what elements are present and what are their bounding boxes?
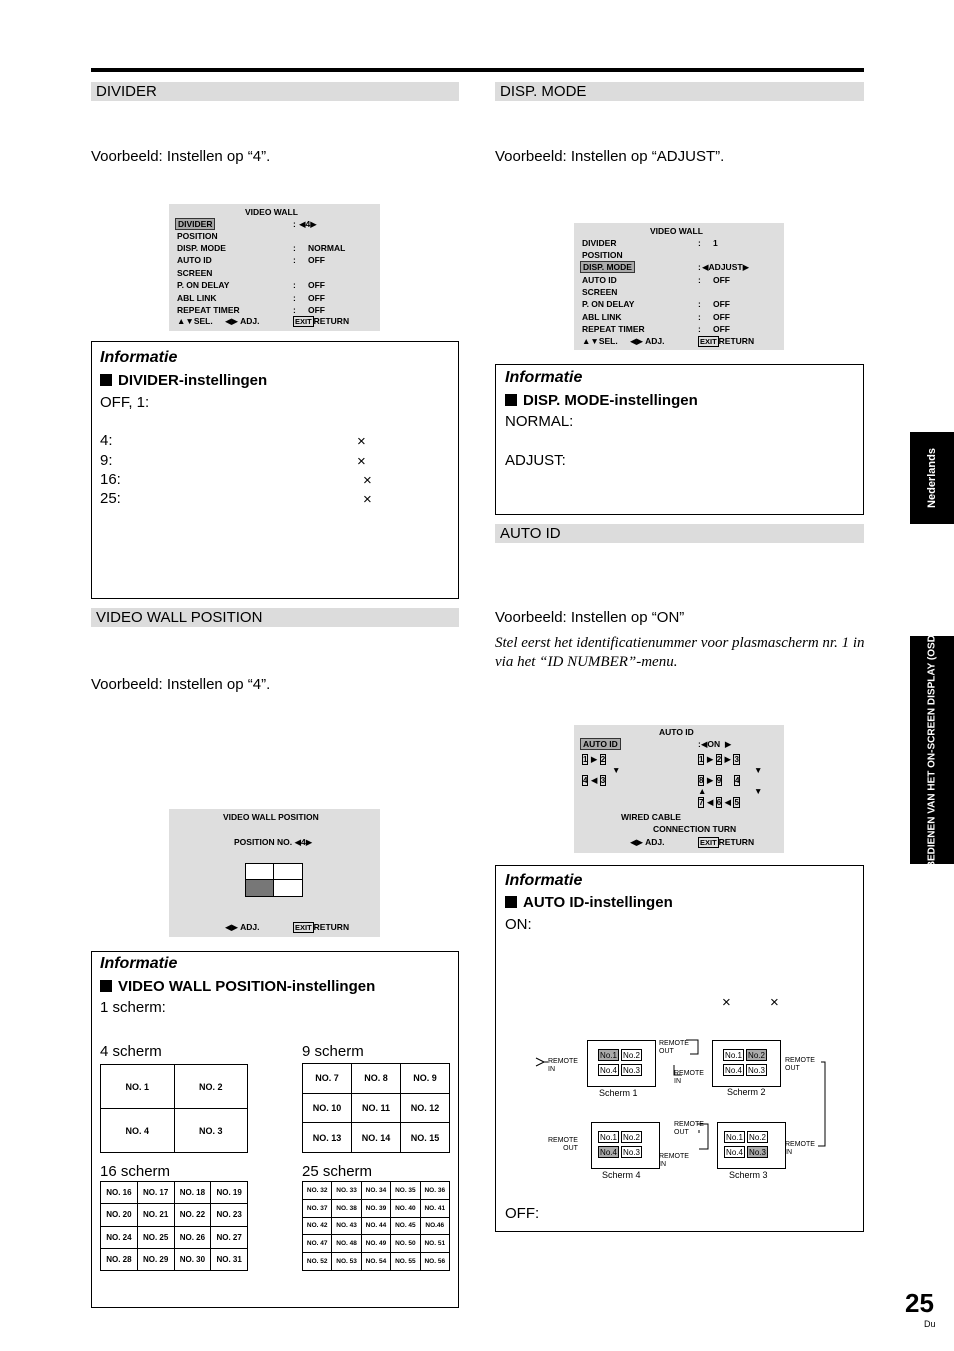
osd-colon: : [698, 312, 701, 322]
label-remote-in: REMOTE IN [674, 1070, 704, 1085]
grid-cell: NO. 56 [420, 1253, 449, 1271]
exit-key-icon: EXIT [295, 923, 312, 932]
grid-25-scherm [302, 1181, 450, 1271]
arrow-down-icon: ▼ [754, 765, 763, 775]
osd-footer-sel: ▲▼SEL. [582, 336, 618, 346]
osd-wired-cable: WIRED CABLE [621, 812, 681, 822]
info-title: Informatie [505, 369, 583, 386]
exit-key-icon: EXIT [700, 337, 717, 346]
osd-item-disp-mode: DISP. MODE [580, 261, 635, 273]
exit-key-icon: EXIT [295, 317, 312, 326]
grid-cell: NO. 26 [174, 1226, 211, 1248]
cell-no2: No.2 [746, 1049, 767, 1061]
osd-title: AUTO ID [659, 727, 694, 737]
cell-no2: No.2 [747, 1131, 768, 1143]
osd-colon: : [293, 293, 296, 303]
label-remote-out: REMOTE OUT [548, 1137, 578, 1152]
label-remote-in: REMOTE IN [548, 1058, 578, 1073]
grid-cell: NO. 28 [101, 1248, 138, 1270]
osd-footer-return [293, 922, 349, 932]
grid-cell: NO. 7 [303, 1064, 352, 1094]
grid-cell: NO. 36 [420, 1182, 449, 1200]
grid-cell: NO. 47 [303, 1235, 332, 1253]
grid-row [303, 1235, 450, 1253]
caption-scherm-3: Scherm 3 [729, 1170, 768, 1180]
label-4-scherm: 4 scherm [100, 1043, 162, 1060]
scherm-1-box [587, 1040, 656, 1087]
info-subtitle-text: DIVIDER-instellingen [118, 372, 268, 389]
info-box-video-wall-position [91, 951, 459, 1308]
input-arrow [536, 1058, 548, 1066]
cell-no3: No.3 [621, 1064, 642, 1076]
exit-key-icon: EXIT [700, 838, 717, 847]
grid-cell: NO. 44 [361, 1217, 390, 1235]
side-tab-language-text: Nederlands [926, 448, 938, 508]
info-subtitle-text: AUTO ID-instellingen [523, 894, 673, 911]
info-box-disp-mode [495, 364, 864, 515]
top-rule [91, 68, 864, 72]
label-9-scherm: 9 scherm [302, 1043, 364, 1060]
grid-cell: NO. 37 [303, 1199, 332, 1217]
grid-cell: NO. 15 [401, 1123, 450, 1153]
grid-cell: NO. 52 [303, 1253, 332, 1271]
id-seq-top: 1 ▶ 2 [583, 754, 606, 764]
cell-no2: No.2 [621, 1131, 642, 1143]
example-disp-mode: Voorbeeld: Instellen op “ADJUST”. [495, 148, 725, 165]
osd-value: OFF [308, 280, 325, 290]
square-bullet-icon [505, 394, 517, 406]
grid-row [303, 1064, 450, 1094]
osd-return: RETURN [718, 336, 755, 346]
osd-value: 1 [713, 238, 718, 248]
square-bullet-icon [100, 374, 112, 386]
osd-title: VIDEO WALL [245, 207, 298, 217]
info-one-screen: 1 scherm: [100, 999, 166, 1016]
osd-item-auto-id: AUTO ID [177, 255, 212, 265]
osd-value: ON [707, 739, 721, 749]
osd-item-screen: SCREEN [582, 287, 618, 297]
info-subtitle [100, 372, 267, 389]
cell-no2: No.2 [621, 1049, 642, 1061]
osd-value: OFF [713, 299, 730, 309]
info-title: Informatie [100, 955, 178, 972]
osd-value: NORMAL [308, 243, 346, 253]
caption-scherm-4: Scherm 4 [602, 1170, 641, 1180]
osd-item-disp-mode: DISP. MODE [177, 243, 226, 253]
grid-cell: NO. 35 [391, 1182, 420, 1200]
side-tab-chapter [910, 631, 954, 869]
osd-item-divider: DIVIDER [175, 218, 215, 230]
label-remote-out: REMOTE OUT [674, 1121, 704, 1136]
osd-value-divider: ◀4▶ [299, 219, 317, 229]
grid-cell: NO. 54 [361, 1253, 390, 1271]
grid-cell: NO. 38 [332, 1199, 361, 1217]
square-bullet-icon [100, 980, 112, 992]
osd-value: OFF [308, 305, 325, 315]
osd-footer-return [698, 837, 754, 847]
info-divider-4: 4: [100, 432, 113, 449]
id-box: 3 [600, 776, 606, 785]
info-subtitle [505, 392, 698, 409]
osd-footer-adj: ◀▶ ADJ. [630, 336, 665, 346]
info-disp-adjust: ADJUST: [505, 452, 566, 469]
id-seq-row1: 1 ▶ 2 ▶ 3 [699, 754, 739, 764]
scherm-2-box [712, 1040, 781, 1087]
grid-cell: NO. 12 [401, 1093, 450, 1123]
osd-connection-turn: CONNECTION TURN [653, 824, 737, 834]
grid-cell: NO. 27 [211, 1226, 248, 1248]
grid-row [303, 1253, 450, 1271]
grid-cell: NO. 23 [211, 1204, 248, 1226]
info-divider-16: 16: [100, 471, 121, 488]
osd-value-auto-id: :◀ON ▶ [698, 739, 732, 749]
example-divider: Voorbeeld: Instellen op “4”. [91, 148, 271, 165]
label-remote-in: REMOTE IN [659, 1153, 689, 1168]
id-box: 3 [734, 755, 739, 764]
cell-no3: No.3 [747, 1146, 768, 1158]
grid-cell: NO. 17 [137, 1182, 174, 1204]
cell-no4: No.4 [724, 1146, 745, 1158]
times-icon: × [770, 994, 779, 1011]
grid-cell: NO. 50 [391, 1235, 420, 1253]
osd-colon: : [698, 324, 701, 334]
side-tab-chapter-text: BEDIENEN VAN HET ON-SCREEN DISPLAY (OSD) [926, 631, 938, 869]
info-disp-normal: NORMAL: [505, 413, 574, 430]
id-seq-row3: 7 ◀ 6 ◀ 5 [699, 797, 739, 807]
info-title: Informatie [505, 872, 583, 889]
caption-scherm-2: Scherm 2 [727, 1087, 766, 1097]
grid-row [101, 1204, 248, 1226]
osd-return: RETURN [313, 922, 350, 932]
osd-footer-adj: ◀▶ ADJ. [225, 316, 260, 326]
label-remote-out: REMOTE OUT [785, 1057, 815, 1072]
osd-value: 4 [305, 219, 311, 229]
grid-cell: NO.46 [420, 1217, 449, 1235]
osd-sel: SEL. [193, 316, 213, 326]
id-box: 5 [734, 798, 739, 807]
side-tab-language [910, 432, 954, 524]
grid-cell: NO. 3 [174, 1109, 248, 1153]
osd-item-position: POSITION [177, 231, 218, 241]
grid-cell: NO. 18 [174, 1182, 211, 1204]
osd-colon: : [698, 739, 701, 749]
id-box: 2 [600, 755, 606, 764]
id-box: 6 [716, 798, 722, 807]
osd-title: VIDEO WALL POSITION [223, 812, 319, 822]
osd-footer-sel: ▲▼SEL. [177, 316, 213, 326]
grid-cell: NO. 33 [332, 1182, 361, 1200]
grid-cell: NO. 10 [303, 1093, 352, 1123]
times-icon: × [357, 433, 366, 450]
grid-cell: NO. 41 [420, 1199, 449, 1217]
scherm-3-box [717, 1122, 786, 1169]
grid-9-scherm [302, 1063, 450, 1153]
grid-16-scherm [100, 1181, 248, 1271]
position-cell-selected [246, 880, 274, 896]
osd-value: OFF [713, 324, 730, 334]
osd-item-auto-id: AUTO ID [582, 275, 617, 285]
grid-row [101, 1248, 248, 1270]
osd-colon: : [293, 243, 296, 253]
id-box: 2 [716, 755, 722, 764]
grid-cell: NO. 22 [174, 1204, 211, 1226]
grid-cell: NO. 40 [391, 1199, 420, 1217]
osd-disp-mode [574, 223, 784, 350]
grid-cell: NO. 51 [420, 1235, 449, 1253]
grid-cell: NO. 11 [352, 1093, 401, 1123]
grid-cell: NO. 29 [137, 1248, 174, 1270]
osd-value: 4 [301, 837, 306, 847]
section-header-auto-id: AUTO ID [495, 524, 864, 543]
grid-row [303, 1123, 450, 1153]
grid-cell: NO. 43 [332, 1217, 361, 1235]
grid-cell: NO. 2 [174, 1065, 248, 1109]
osd-item-abl-link: ABL LINK [582, 312, 622, 322]
example-position: Voorbeeld: Instellen op “4”. [91, 676, 271, 693]
osd-auto-id [574, 725, 784, 853]
grid-row [101, 1065, 248, 1109]
cell-no3: No.3 [621, 1146, 642, 1158]
osd-video-wall-position [169, 809, 380, 937]
osd-value: OFF [308, 255, 325, 265]
section-header-disp-mode: DISP. MODE [495, 82, 864, 101]
grid-cell: NO. 34 [361, 1182, 390, 1200]
grid-row [303, 1093, 450, 1123]
grid-row [303, 1199, 450, 1217]
osd-item-p-on-delay: P. ON DELAY [177, 280, 230, 290]
grid-cell: NO. 20 [101, 1204, 138, 1226]
grid-cell: NO. 42 [303, 1217, 332, 1235]
id-box: 7 [699, 798, 704, 807]
grid-row [101, 1109, 248, 1153]
grid-cell: NO. 13 [303, 1123, 352, 1153]
info-divider-9: 9: [100, 452, 113, 469]
arrow-down-icon: ▼ [612, 765, 621, 775]
osd-value-disp-mode: ◀ADJUST▶ [702, 262, 750, 272]
grid-row [303, 1182, 450, 1200]
osd-colon: : [698, 275, 701, 285]
osd-item-repeat-timer: REPEAT TIMER [582, 324, 645, 334]
times-icon: × [363, 491, 372, 508]
osd-colon: : [698, 262, 701, 272]
osd-value: ADJUST [708, 262, 743, 272]
osd-colon: : [293, 219, 296, 229]
position-cell [246, 864, 274, 880]
label-remote-in: REMOTE IN [785, 1141, 815, 1156]
osd-position-label: POSITION NO. [234, 837, 293, 847]
info-divider-25: 25: [100, 490, 121, 507]
grid-cell: NO. 30 [174, 1248, 211, 1270]
times-icon: × [363, 472, 372, 489]
grid-cell: NO. 55 [391, 1253, 420, 1271]
id-seq-row2: 8 ▶ 9 4 [699, 775, 740, 785]
osd-divider [169, 204, 380, 331]
id-box: 4 [734, 776, 740, 785]
cell-no1: No.1 [598, 1131, 619, 1143]
osd-footer-return [293, 316, 349, 326]
osd-colon: : [293, 255, 296, 265]
osd-item-auto-id: AUTO ID [580, 738, 621, 750]
info-autoid-on: ON: [505, 916, 532, 933]
osd-value: OFF [713, 275, 730, 285]
position-preview-grid [245, 863, 303, 897]
osd-footer-adj: ◀▶ ADJ. [630, 837, 665, 847]
osd-adj: ADJ. [240, 316, 260, 326]
grid-cell: NO. 4 [101, 1109, 175, 1153]
arrow-down-icon: ▼ [754, 786, 763, 796]
grid-cell: NO. 9 [401, 1064, 450, 1094]
info-autoid-off: OFF: [505, 1205, 540, 1222]
osd-colon: : [293, 280, 296, 290]
osd-footer-return [698, 336, 754, 346]
osd-position-no: POSITION NO. ◀4▶ [234, 837, 313, 847]
info-box-auto-id [495, 865, 864, 1232]
id-seq-bottom: 4 ◀ 3 [583, 775, 606, 785]
osd-item-position: POSITION [582, 250, 623, 260]
osd-adj: ADJ. [645, 837, 665, 847]
osd-item-screen: SCREEN [177, 268, 213, 278]
example-auto-id: Voorbeeld: Instellen op “ON” [495, 609, 685, 626]
grid-cell: NO. 24 [101, 1226, 138, 1248]
grid-cell: NO. 53 [332, 1253, 361, 1271]
times-icon: × [722, 994, 731, 1011]
grid-cell: NO. 19 [211, 1182, 248, 1204]
cell-no1: No.1 [598, 1049, 619, 1061]
grid-cell: NO. 16 [101, 1182, 138, 1204]
osd-adj: ADJ. [240, 922, 260, 932]
cell-no1: No.1 [723, 1049, 744, 1061]
grid-cell: NO. 32 [303, 1182, 332, 1200]
osd-return: RETURN [718, 837, 755, 847]
grid-cell: NO. 14 [352, 1123, 401, 1153]
position-cell [274, 864, 302, 880]
id-box: 8 [699, 776, 704, 785]
cell-no1: No.1 [724, 1131, 745, 1143]
wire-2-3 [818, 1062, 825, 1146]
grid-row [101, 1182, 248, 1204]
osd-colon: : [293, 305, 296, 315]
osd-item-p-on-delay: P. ON DELAY [582, 299, 635, 309]
osd-footer-adj: ◀▶ ADJ. [225, 922, 260, 932]
info-subtitle [100, 978, 375, 995]
position-cell [274, 880, 302, 896]
grid-cell: NO. 1 [101, 1065, 175, 1109]
osd-item-divider: DIVIDER [582, 238, 617, 248]
grid-cell: NO. 48 [332, 1235, 361, 1253]
id-box: 1 [583, 755, 588, 764]
arrow-up-icon: ▲ [698, 786, 707, 796]
cell-no3: No.3 [746, 1064, 767, 1076]
osd-title: VIDEO WALL [650, 226, 703, 236]
grid-cell: NO. 8 [352, 1064, 401, 1094]
osd-return: RETURN [313, 316, 350, 326]
osd-colon: : [698, 299, 701, 309]
section-header-video-wall-position: VIDEO WALL POSITION [91, 608, 459, 627]
cell-no4: No.4 [723, 1064, 744, 1076]
osd-value: OFF [713, 312, 730, 322]
page-number: 25 [905, 1288, 934, 1318]
grid-cell: NO. 21 [137, 1204, 174, 1226]
cell-no4: No.4 [598, 1146, 619, 1158]
scherm-4-box [591, 1122, 660, 1169]
id-box: 4 [583, 776, 588, 785]
info-subtitle-text: DISP. MODE-instellingen [523, 392, 698, 409]
grid-cell: NO. 49 [361, 1235, 390, 1253]
label-25-scherm: 25 scherm [302, 1163, 373, 1180]
cell-no4: No.4 [598, 1064, 619, 1076]
grid-cell: NO. 31 [211, 1248, 248, 1270]
info-subtitle-text: VIDEO WALL POSITION-instellingen [118, 978, 376, 995]
auto-id-note: Stel eerst het identificatienummer voor plasmascherm nr. 1 in via het “ID NUMBER”-menu. [495, 635, 865, 670]
grid-cell: NO. 39 [361, 1199, 390, 1217]
times-icon: × [357, 453, 366, 470]
osd-item-repeat-timer: REPEAT TIMER [177, 305, 240, 315]
info-divider-off: OFF, 1: [100, 394, 150, 411]
caption-scherm-1: Scherm 1 [599, 1088, 638, 1098]
osd-adj: ADJ. [645, 336, 665, 346]
osd-sel: SEL. [598, 336, 618, 346]
id-box: 9 [716, 776, 722, 785]
label-16-scherm: 16 scherm [100, 1163, 171, 1180]
grid-row [101, 1226, 248, 1248]
info-box-divider [91, 341, 459, 599]
grid-cell: NO. 45 [391, 1217, 420, 1235]
label-remote-out: REMOTE OUT [659, 1040, 689, 1055]
grid-4-scherm [100, 1064, 248, 1153]
osd-value: OFF [308, 293, 325, 303]
language-code: Du [924, 1319, 936, 1329]
section-header-divider: DIVIDER [91, 82, 459, 101]
info-title: Informatie [100, 349, 178, 366]
grid-row [303, 1217, 450, 1235]
grid-cell: NO. 25 [137, 1226, 174, 1248]
osd-colon: : [698, 238, 701, 248]
id-box: 1 [699, 755, 704, 764]
osd-item-abl-link: ABL LINK [177, 293, 217, 303]
